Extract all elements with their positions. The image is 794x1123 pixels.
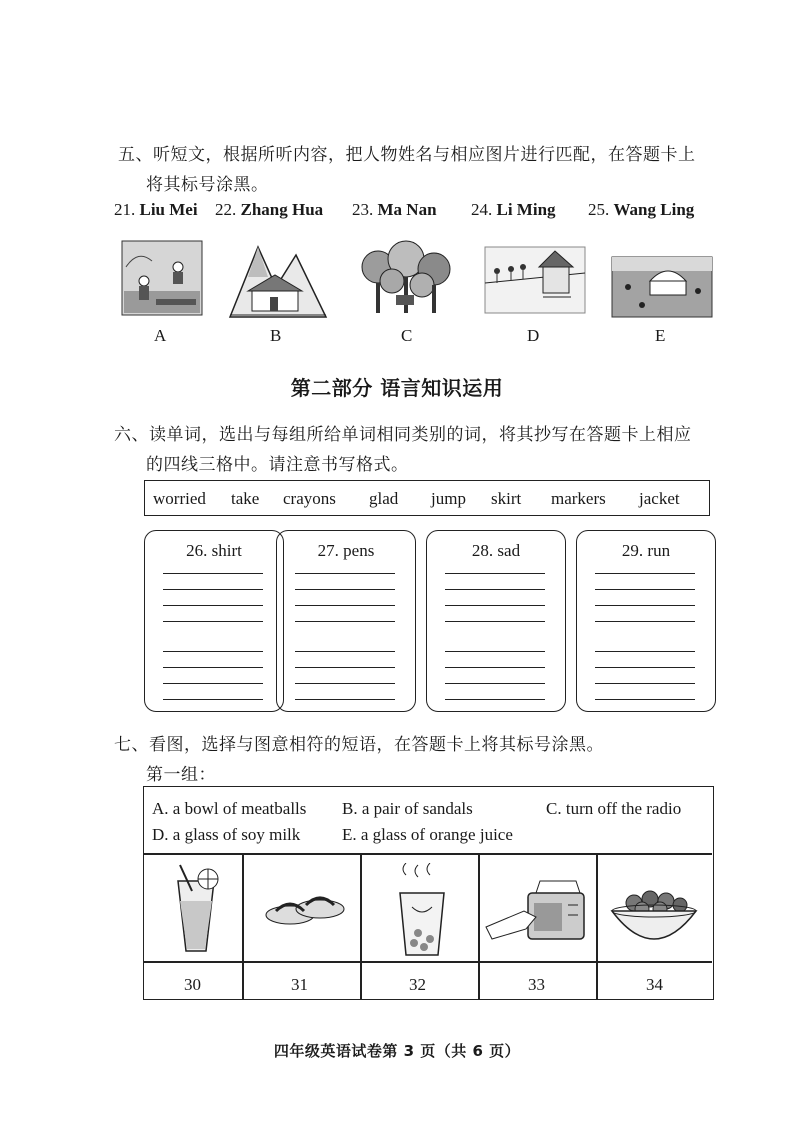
name-item-21 xyxy=(114,200,198,220)
picture-number-32: 32 xyxy=(409,975,426,994)
writing-line xyxy=(295,667,395,668)
writing-line xyxy=(445,573,545,574)
card-word: run xyxy=(647,541,671,560)
picture-label-d: D xyxy=(527,326,540,345)
word-bank-item: worried xyxy=(153,489,206,508)
writing-line xyxy=(163,651,263,652)
writing-line xyxy=(163,683,263,684)
name-item-22 xyxy=(215,200,323,220)
writing-line xyxy=(595,573,695,574)
card-num: 28. xyxy=(471,541,494,560)
table-divider xyxy=(478,853,480,999)
word-bank-item: glad xyxy=(369,489,399,508)
card-title xyxy=(577,541,715,561)
person-name: Wang Ling xyxy=(613,200,695,219)
writing-line xyxy=(295,621,395,622)
section6-instruction-line2: 的四线三格中。请注意书写格式。 xyxy=(146,455,409,475)
person-name: Ma Nan xyxy=(377,200,437,219)
table-rule xyxy=(144,961,712,963)
soy-milk-cup-icon xyxy=(392,863,452,959)
person-name: Li Ming xyxy=(496,200,556,219)
option-d xyxy=(152,825,300,845)
writing-line xyxy=(295,589,395,590)
four-line-card-26 xyxy=(144,530,284,712)
option-a xyxy=(152,799,306,819)
card-num: 26. xyxy=(186,541,208,560)
writing-line xyxy=(163,621,263,622)
word-bank-item: crayons xyxy=(283,489,336,508)
section6-instruction-line1: 六、读单词，选出与每组所给单词相同类别的词，将其抄写在答题卡上相应 xyxy=(114,425,692,445)
writing-line xyxy=(445,699,545,700)
writing-line xyxy=(445,683,545,684)
writing-line xyxy=(595,683,695,684)
writing-line xyxy=(595,667,695,668)
name-num: 22. xyxy=(215,200,237,219)
card-num: 29. xyxy=(621,541,644,560)
writing-line xyxy=(595,651,695,652)
four-line-card-29 xyxy=(576,530,716,712)
picture-e-yurt-grassland xyxy=(610,237,714,321)
table-rule xyxy=(144,853,712,855)
group-label: 第一组： xyxy=(146,765,216,785)
section7-instruction: 七、看图，选择与图意相符的短语，在答题卡上将其标号涂黑。 xyxy=(114,735,604,755)
person-name: Zhang Hua xyxy=(240,200,324,219)
writing-line xyxy=(445,621,545,622)
word-bank-item: jump xyxy=(431,489,466,508)
orange-juice-glass-icon xyxy=(164,861,224,957)
card-title xyxy=(427,541,565,561)
writing-line xyxy=(595,605,695,606)
option-c xyxy=(546,799,681,819)
option-text: a glass of orange juice xyxy=(360,825,513,844)
writing-line xyxy=(295,683,395,684)
word-bank-item: skirt xyxy=(491,489,522,508)
option-text: a pair of sandals xyxy=(361,799,473,818)
option-letter: E. xyxy=(342,825,357,844)
section5-instruction-line1: 五、听短文，根据所听内容，把人物姓名与相应图片进行匹配，在答题卡上 xyxy=(118,145,696,165)
name-item-24 xyxy=(471,200,556,220)
picture-label-e: E xyxy=(655,326,666,345)
word-bank xyxy=(144,480,710,516)
writing-line xyxy=(445,605,545,606)
card-title xyxy=(145,541,283,561)
card-num: 27. xyxy=(317,541,339,560)
option-b xyxy=(342,799,473,819)
writing-line xyxy=(163,589,263,590)
name-num: 23. xyxy=(352,200,374,219)
table-divider xyxy=(360,853,362,999)
option-letter: C. xyxy=(546,799,562,818)
table-divider xyxy=(596,853,598,999)
card-word: shirt xyxy=(211,541,242,560)
picture-label-a: A xyxy=(154,326,167,345)
four-line-card-27 xyxy=(276,530,416,712)
word-bank-item: jacket xyxy=(639,489,680,508)
picture-number-33: 33 xyxy=(528,975,545,994)
writing-line xyxy=(295,651,395,652)
picture-b-house-mountains xyxy=(228,237,328,321)
writing-line xyxy=(445,667,545,668)
picture-label-b: B xyxy=(270,326,282,345)
picture-d-pavilion xyxy=(483,237,587,321)
word-bank-item: markers xyxy=(551,489,606,508)
writing-line xyxy=(595,699,695,700)
picture-label-c: C xyxy=(401,326,413,345)
page-footer: 四年级英语试卷第 3 页（共 6 页） xyxy=(273,1042,521,1060)
writing-line xyxy=(295,573,395,574)
name-num: 25. xyxy=(588,200,610,219)
radio-icon xyxy=(484,877,590,949)
picture-number-31: 31 xyxy=(291,975,308,994)
option-e xyxy=(342,825,513,845)
matching-table-group1 xyxy=(143,786,714,1000)
writing-line xyxy=(163,667,263,668)
picture-number-34: 34 xyxy=(646,975,663,994)
sandals-icon xyxy=(262,887,348,937)
picture-number-30: 30 xyxy=(184,975,201,994)
name-item-23 xyxy=(352,200,437,220)
picture-c-forest xyxy=(356,237,456,321)
option-letter: A. xyxy=(152,799,169,818)
writing-line xyxy=(445,589,545,590)
person-name: Liu Mei xyxy=(139,200,198,219)
option-text: turn off the radio xyxy=(565,799,682,818)
word-bank-item: take xyxy=(231,489,260,508)
writing-line xyxy=(163,699,263,700)
writing-line xyxy=(295,605,395,606)
option-letter: B. xyxy=(342,799,358,818)
part2-title: 第二部分 语言知识运用 xyxy=(290,376,504,400)
table-divider xyxy=(242,853,244,999)
option-text: a glass of soy milk xyxy=(172,825,301,844)
writing-line xyxy=(163,605,263,606)
card-title xyxy=(277,541,415,561)
name-num: 24. xyxy=(471,200,493,219)
name-item-25 xyxy=(588,200,694,220)
card-word: pens xyxy=(343,541,375,560)
option-letter: D. xyxy=(152,825,169,844)
section5-instruction-line2: 将其标号涂黑。 xyxy=(146,175,269,195)
writing-line xyxy=(163,573,263,574)
writing-line xyxy=(595,621,695,622)
option-text: a bowl of meatballs xyxy=(172,799,307,818)
card-word: sad xyxy=(497,541,521,560)
picture-a-children-playing xyxy=(116,237,206,321)
writing-line xyxy=(445,651,545,652)
name-num: 21. xyxy=(114,200,136,219)
writing-line xyxy=(595,589,695,590)
four-line-card-28 xyxy=(426,530,566,712)
meatball-bowl-icon xyxy=(604,877,704,947)
writing-line xyxy=(295,699,395,700)
